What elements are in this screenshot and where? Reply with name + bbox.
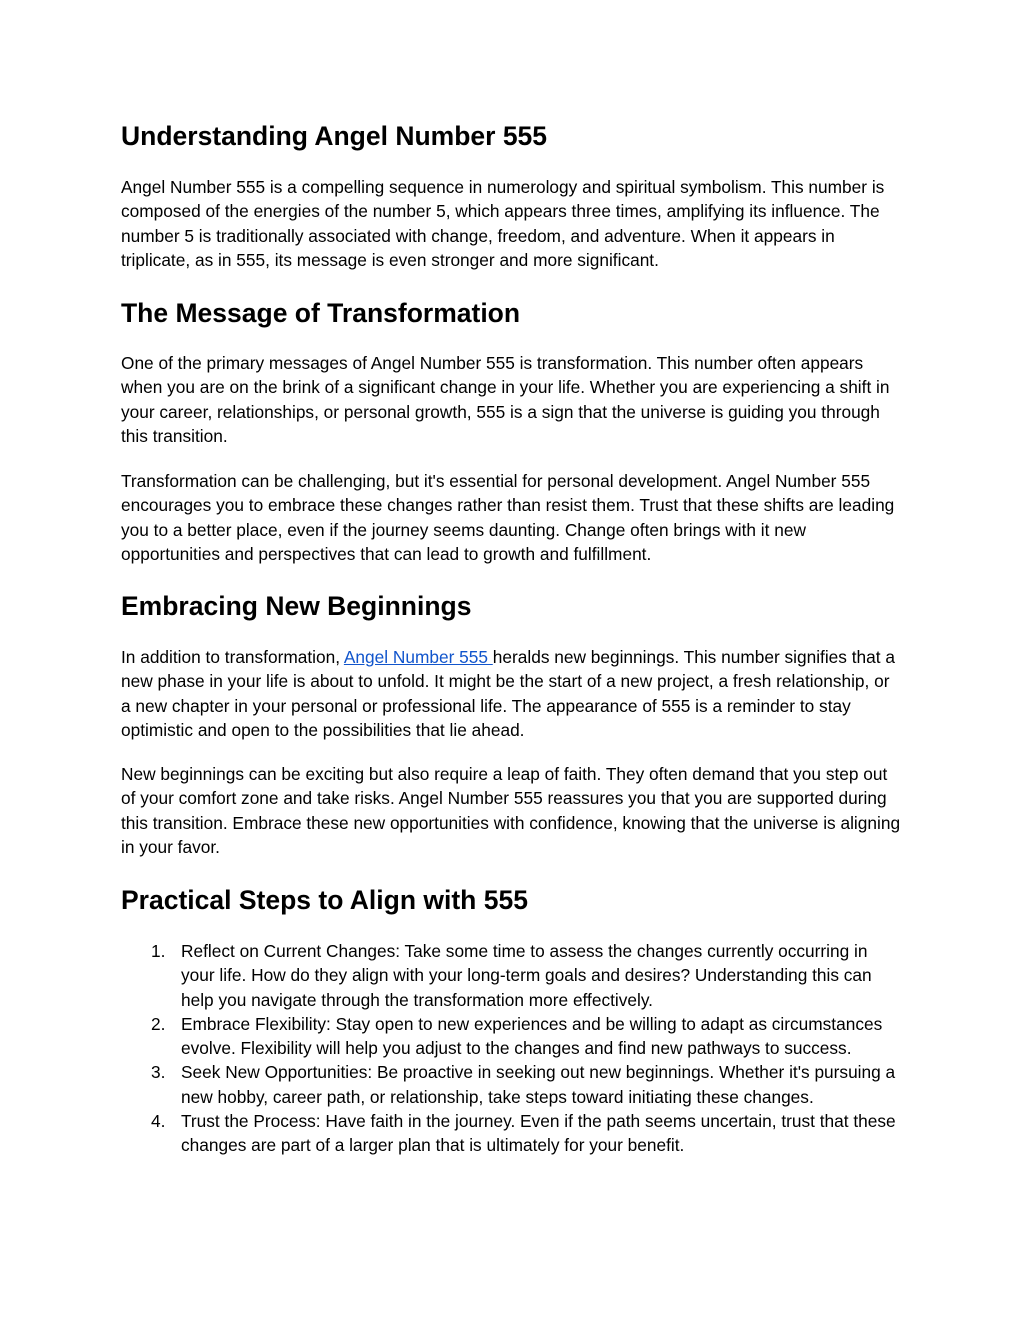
- angel-number-555-link[interactable]: Angel Number 555: [343, 647, 493, 667]
- intro-paragraph: Angel Number 555 is a compelling sequence in numerology and spiritual symbolism. This number is composed of the energies of the number 5, which appears three times, amplifying its influence. The number 5 is traditionally associated with change, freedom, and adventure. When it appears in triplicate, as in 555, its message is even stronger and more significant.: [121, 177, 885, 270]
- paragraph-text: In addition to transformation,: [121, 647, 344, 667]
- list-item-number: 3.: [151, 1062, 166, 1083]
- list-item-number: 2.: [151, 1013, 166, 1034]
- list-item-text: Reflect on Current Changes: Take some time to assess the changes currently occurring in your life. How do they align with your long-term goals and desires? Understanding this can help you navigate through the transformation more effectively.: [181, 941, 872, 1010]
- list-item: [121, 1012, 903, 1061]
- list-item-text: Trust the Process: Have faith in the journey. Even if the path seems uncertain, trust that these changes are part of a larger plan that is ultimately for your benefit.: [181, 1111, 896, 1156]
- section-heading-new-beginnings: Embracing New Beginnings: [121, 591, 472, 621]
- list-item: [121, 1109, 903, 1158]
- list-item-number: 4.: [151, 1111, 166, 1132]
- section-heading-transformation: The Message of Transformation: [121, 298, 521, 328]
- list-item-number: 1.: [151, 941, 166, 961]
- section-heading-practical-steps: Practical Steps to Align with 555: [121, 885, 528, 915]
- transformation-paragraph-1: One of the primary messages of Angel Number 555 is transformation. This number often appears when you are on the brink of a significant change in your life. Whether you are experiencing a shift in your career, relationships, or personal growth, 555 is a sign that the universe is guiding you through this transition.: [121, 353, 890, 446]
- new-beginnings-paragraph-2: New beginnings can be exciting but also require a leap of faith. They often demand that you step out of your comfort zone and take risks. Angel Number 555 reassures you that you are supported during this transition. Embrace these new opportunities with confidence, knowing that the universe is aligning in your favor.: [121, 764, 901, 857]
- transformation-paragraph-2: Transformation can be challenging, but it's essential for personal development. Angel Number 555 encourages you to embrace these changes rather than resist them. Trust that these shifts are leading you to a better place, even if the journey seems daunting. Change often brings with it new opportunities and perspectives that can lead to growth and fulfillment.: [121, 471, 895, 564]
- practical-steps-list: [121, 939, 903, 1158]
- list-item-text: Seek New Opportunities: Be proactive in seeking out new beginnings. Whether it's pursuing a new hobby, career path, or relationship, take steps toward initiating these changes.: [181, 1062, 896, 1107]
- paragraph-text: heralds new beginnings. This number signifies that a new phase in your life is about to unfold. It might be the start of a new project, a fresh relationship, or a new chapter in your personal or professional life. The appearance of 555 is a reminder to stay optimistic and open to the possibilities that lie ahead.: [121, 647, 895, 740]
- list-item-text: Embrace Flexibility: Stay open to new experiences and be willing to adapt as circumstances evolve. Flexibility will help you adjust to the changes and find new pathways to success.: [181, 1013, 883, 1059]
- document-title: Understanding Angel Number 555: [121, 121, 548, 151]
- list-item: [121, 1060, 903, 1109]
- new-beginnings-paragraph-1: [121, 645, 903, 742]
- list-item: [121, 939, 903, 1012]
